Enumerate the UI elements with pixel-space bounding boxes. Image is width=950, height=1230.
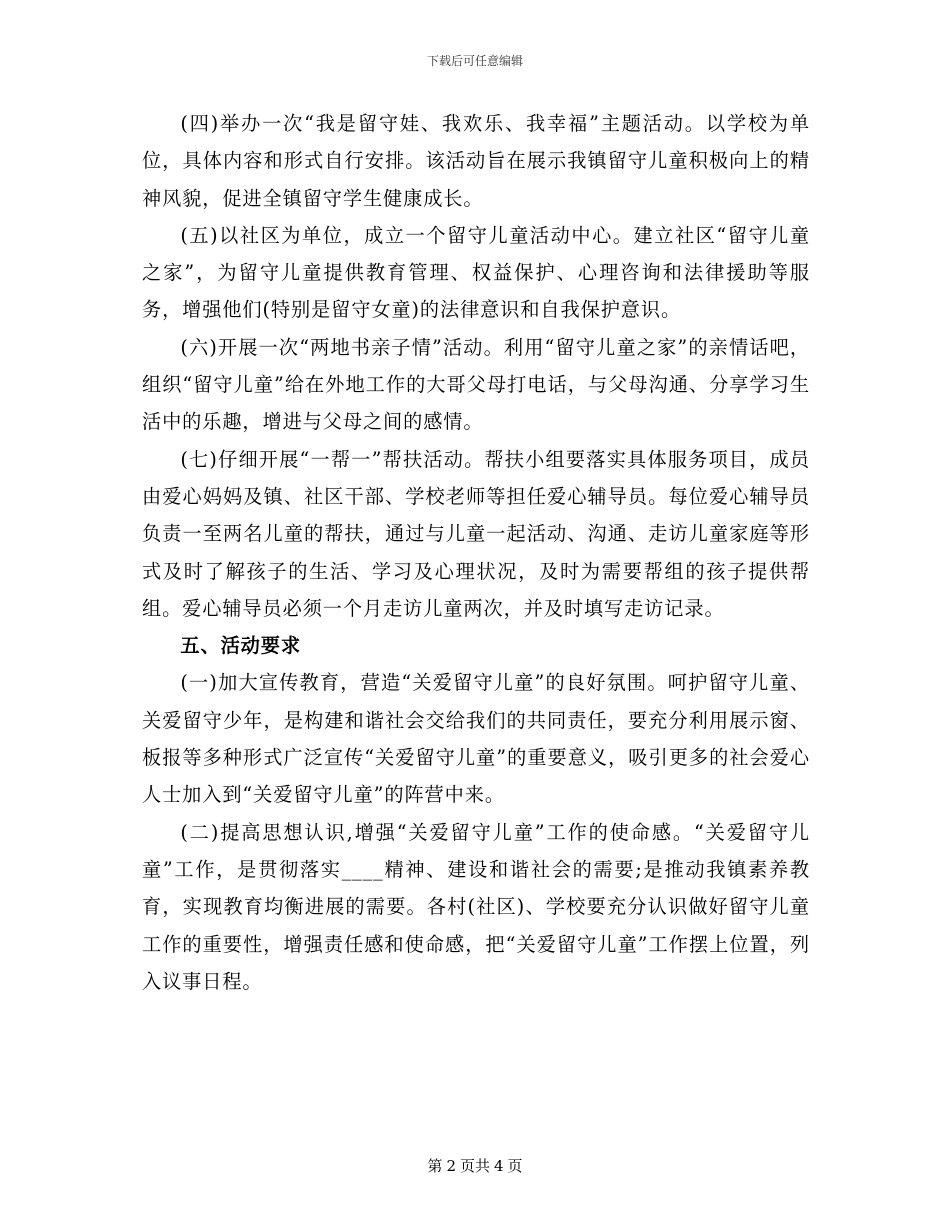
footer-total-pages: 4 <box>494 1157 504 1175</box>
document-body <box>142 105 810 1000</box>
page-footer <box>0 1155 950 1176</box>
footer-suffix: 页 <box>507 1157 523 1175</box>
paragraph-activity-6: (六)开展一次“两地书亲子情”活动。利用“留守儿童之家”的亲情话吧，组织“留守儿童”给在外地工作的大哥父母打电话，与父母沟通、分享学习生活中的乐趣，增进与父母之间的感情。 <box>142 335 810 434</box>
footer-page-number: 2 <box>446 1157 456 1175</box>
paragraph-activity-4: (四)举办一次“我是留守娃、我欢乐、我幸福”主题活动。以学校为单位，具体内容和形式自行安排。该活动旨在展示我镇留守儿童积极向上的精神风貌，促进全镇留守学生健康成长。 <box>142 112 810 210</box>
section-heading: 五、活动要求 <box>180 634 301 658</box>
footer-middle: 页共 <box>459 1157 490 1175</box>
paragraph-activity-7: (七)仔细开展“一帮一”帮扶活动。帮扶小组要落实具体服务项目，成员由爱心妈妈及镇、社区干部、学校老师等担任爱心辅导员。每位爱心辅导员负责一至两名儿童的帮扶，通过与儿童一起活动、沟通、走访儿童家庭等形式及时了解孩子的生活、学习及心理状况，及时为需要帮组的孩子提供帮组。爱心辅导员必须一个月走访儿童两次，并及时填写走访记录。 <box>142 447 810 620</box>
paragraph-activity-5: (五)以社区为单位，成立一个留守儿童活动中心。建立社区“留守儿童之家”，为留守儿童提供教育管理、权益保护、心理咨询和法律援助等服务，增强他们(特别是留守女童)的法律意识和自我保护意识。 <box>142 223 810 322</box>
paragraph-requirement-2: (二)提高思想认识,增强“关爱留守儿童”工作的使命感。“关爱留守儿童”工作，是贯彻落实____精神、建设和谐社会的需要;是推动我镇素养教育，实现教育均衡进展的需要。各村(社区)、学校要充分认识做好留守儿童工作的重要性，增强责任感和使命感，把“关爱留守儿童”工作摆上位置，列入议事日程。 <box>142 820 810 993</box>
footer-prefix: 第 <box>427 1157 443 1175</box>
page-header-note: 下载后可任意编辑 <box>426 54 523 68</box>
paragraph-requirement-1: (一)加大宣传教育，营造“关爱留守儿童”的良好氛围。呵护留守儿童、关爱留守少年，是构建和谐社会交给我们的共同责任，要充分利用展示窗、板报等多种形式广泛宣传“关爱留守儿童”的重要意义，吸引更多的社会爱心人士加入到“关爱留守儿童”的阵营中来。 <box>142 671 810 807</box>
